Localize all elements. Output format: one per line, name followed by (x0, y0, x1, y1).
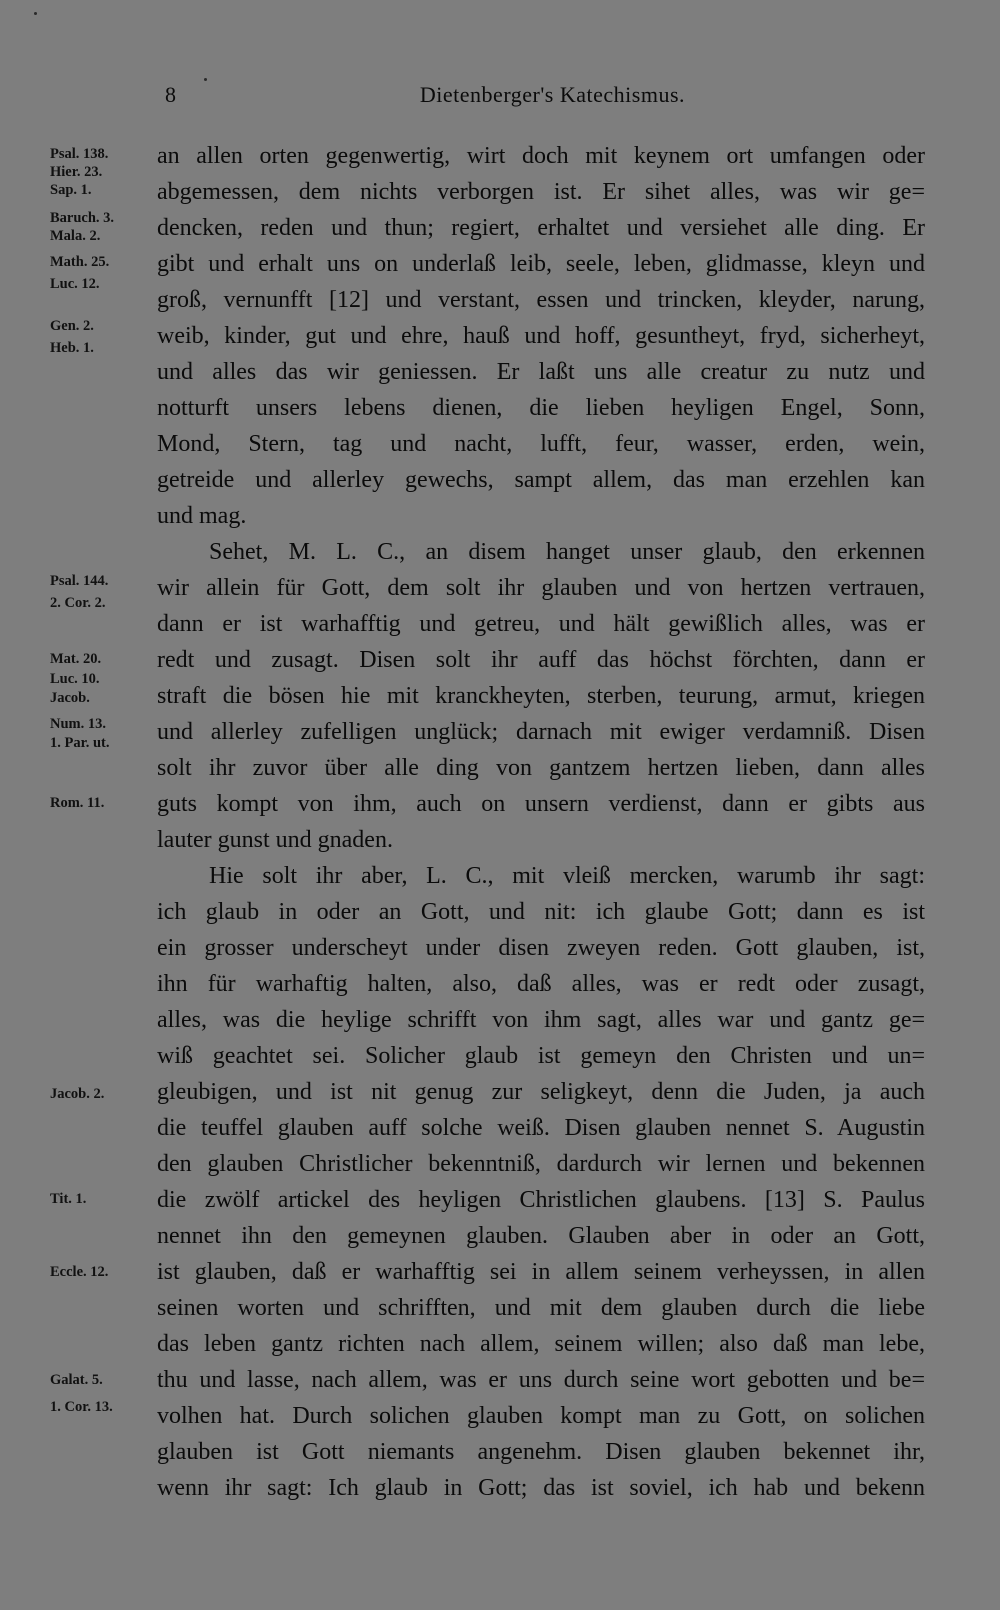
text-line: alles, was die heylige schrifft von ihm sagt, alles war und gantz ge= (157, 1007, 925, 1033)
text-line: dann er ist warhafftig und getreu, und hält gewißlich alles, was er (157, 611, 925, 637)
margin-ref: Gen. 2. (50, 318, 94, 334)
margin-ref: Tit. 1. (50, 1191, 87, 1207)
text-line: nennet ihn den gemeynen glauben. Glauben aber in oder an Gott, (157, 1223, 925, 1249)
margin-ref: 1. Cor. 13. (50, 1399, 113, 1415)
text-line: ihn für warhaftig halten, also, daß alles, was er redt oder zusagt, (157, 971, 925, 997)
margin-ref: Baruch. 3. (50, 210, 115, 226)
text-line: guts kompt von ihm, auch on unsern verdienst, dann er gibts aus (157, 791, 925, 817)
text-line: groß, vernunfft [12] und verstant, essen und trincken, kleyder, narung, (157, 287, 925, 313)
text-line: glauben ist Gott niemants angenehm. Disen glauben bekennet ihr, (157, 1439, 925, 1465)
margin-ref: Luc. 10. (50, 671, 100, 687)
scan-speck (204, 78, 207, 81)
scan-speck (34, 12, 37, 15)
margin-ref: Mat. 20. (50, 651, 102, 667)
text-line: seinen worten und schrifften, und mit dem glauben durch die liebe (157, 1295, 925, 1321)
text-line: lauter gunst und gnaden. (157, 827, 393, 853)
text-line: ist glauben, daß er warhafftig sei in allem seinem verheyssen, in allen (157, 1259, 925, 1285)
margin-ref: Hier. 23. (50, 164, 103, 180)
margin-ref: Math. 25. (50, 254, 110, 270)
margin-ref: 2. Cor. 2. (50, 595, 106, 611)
text-line: getreide und allerley gewechs, sampt allem, das man erzehlen kan (157, 467, 925, 493)
text-line: wiß geachtet sei. Solicher glaub ist gemeyn den Christen und un= (157, 1043, 925, 1069)
margin-ref: Jacob. (50, 690, 90, 706)
margin-ref: Psal. 144. (50, 573, 109, 589)
page-number: 8 (165, 82, 176, 107)
paragraph-start-line: Sehet, M. L. C., an disem hanget unser glaub, den erkennen (209, 539, 925, 565)
running-title: Dietenberger's Katechismus. (419, 82, 685, 107)
text-line: die zwölf artickel des heyligen Christlichen glaubens. [13] S. Paulus (157, 1187, 925, 1213)
margin-ref: Jacob. 2. (50, 1086, 105, 1102)
text-line: gibt und erhalt uns on underlaß leib, seele, leben, glidmasse, kleyn und (157, 251, 925, 277)
margin-ref: 1. Par. ut. (50, 735, 110, 751)
margin-ref: Heb. 1. (50, 340, 94, 356)
text-line: Mond, Stern, tag und nacht, lufft, feur, wasser, erden, wein, (157, 431, 925, 457)
margin-ref: Num. 13. (50, 716, 106, 732)
text-line: und alles das wir geniessen. Er laßt uns alle creatur zu nutz und (157, 359, 925, 385)
text-line: ich glaub in oder an Gott, und nit: ich glaube Gott; dann es ist (157, 899, 925, 925)
margin-ref: Rom. 11. (50, 795, 105, 811)
text-line: solt ihr zuvor über alle ding von gantzem hertzen lieben, dann alles (157, 755, 925, 781)
margin-ref: Galat. 5. (50, 1372, 103, 1388)
text-line: dencken, reden und thun; regiert, erhaltet und versiehet alle ding. Er (157, 215, 925, 241)
text-line: an allen orten gegenwertig, wirt doch mit keynem ort umfangen oder (157, 143, 925, 169)
margin-ref: Eccle. 12. (50, 1264, 109, 1280)
body-text (157, 138, 925, 1506)
text-line: die teuffel glauben auff solche weiß. Disen glauben nennet S. Augustin (157, 1115, 925, 1141)
text-line: straft die bösen hie mit kranckheyten, sterben, teurung, armut, kriegen (157, 683, 925, 709)
text-line: den glauben Christlicher bekenntniß, dardurch wir lernen und bekennen (157, 1151, 925, 1177)
text-line: und mag. (157, 503, 247, 529)
text-line: weib, kinder, gut und ehre, hauß und hoff, gesuntheyt, fryd, sicherheyt, (157, 323, 925, 349)
text-line: das leben gantz richten nach allem, seinem willen; also daß man lebe, (157, 1331, 925, 1357)
text-line: gleubigen, und ist nit genug zur seligkeyt, denn die Juden, ja auch (157, 1079, 925, 1105)
text-line: thu und lasse, nach allem, was er uns durch seine wort gebotten und be= (157, 1367, 925, 1393)
margin-ref: Psal. 138. (50, 146, 109, 162)
text-line: volhen hat. Durch solichen glauben kompt man zu Gott, on solichen (157, 1403, 925, 1429)
margin-ref: Mala. 2. (50, 228, 101, 244)
text-line: ein grosser underscheyt under disen zweyen reden. Gott glauben, ist, (157, 935, 925, 961)
page-header (165, 82, 685, 112)
margin-ref: Luc. 12. (50, 276, 100, 292)
text-line: und allerley zufelligen unglück; darnach mit ewiger verdamniß. Disen (157, 719, 925, 745)
margin-references (50, 0, 150, 1610)
text-line: notturft unsers lebens dienen, die lieben heyligen Engel, Sonn, (157, 395, 925, 421)
margin-ref: Sap. 1. (50, 182, 92, 198)
text-line: wenn ihr sagt: Ich glaub in Gott; das ist soviel, ich hab und bekenn (157, 1475, 925, 1501)
paragraph-start-line: Hie solt ihr aber, L. C., mit vleiß mercken, warumb ihr sagt: (209, 863, 925, 889)
text-line: wir allein für Gott, dem solt ihr glauben und von hertzen vertrauen, (157, 575, 925, 601)
text-line: redt und zusagt. Disen solt ihr auff das höchst förchten, dann er (157, 647, 925, 673)
text-line: abgemessen, dem nichts verborgen ist. Er sihet alles, was wir ge= (157, 179, 925, 205)
